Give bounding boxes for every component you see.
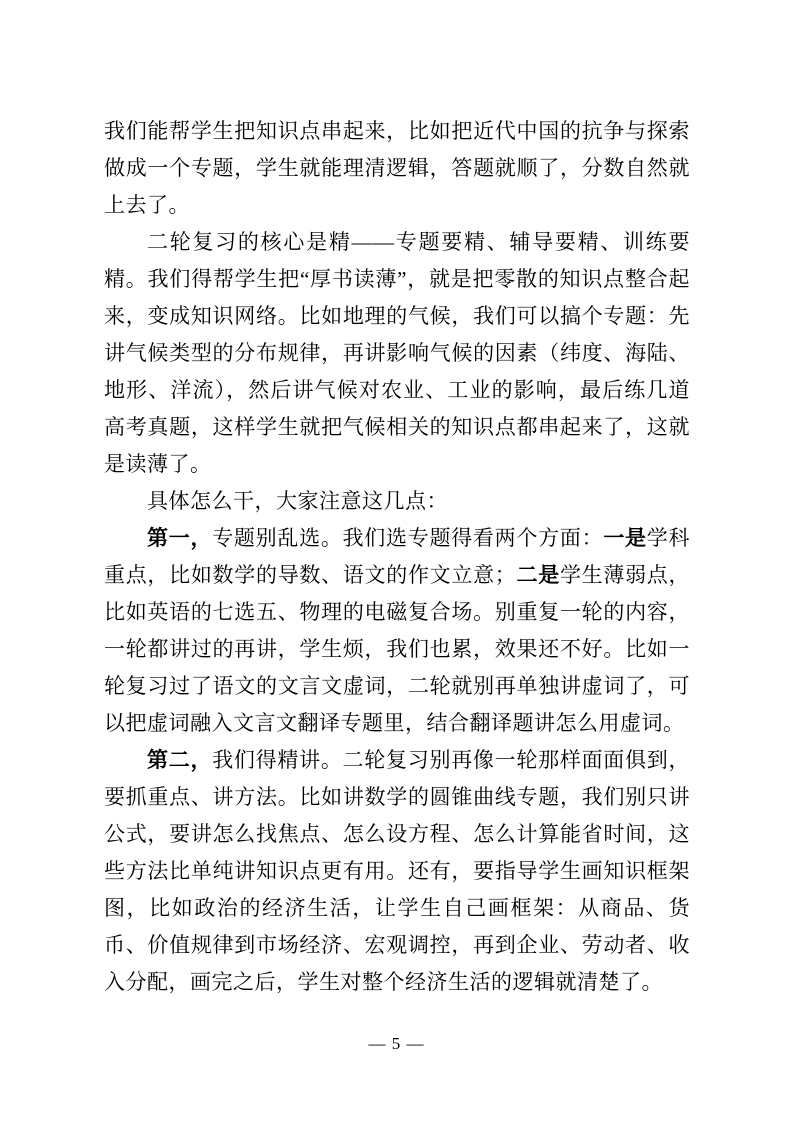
paragraph-lead-emphasis: 第一， <box>147 526 213 550</box>
document-body <box>104 113 690 1001</box>
paragraph-lead-emphasis: 第二， <box>147 748 213 772</box>
paragraph <box>104 224 690 483</box>
paragraph-text: 我们能帮学生把知识点串起来，比如把近代中国的抗争与探索做成一个专题，学生就能理清逻辑，答题就顺了，分数自然就上去了。 <box>104 119 690 217</box>
paragraph-text: 我们得精讲。二轮复习别再像一轮那样面面俱到，要抓重点、讲方法。比如讲数学的圆锥曲线专题，我们别只讲公式，要讲怎么找焦点、怎么设方程、怎么计算能省时间，这些方法比单纯讲知识点更有用。还有，要指导学生画知识框架图，比如政治的经济生活，让学生自己画框架：从商品、货币、价值规律到市场经济、宏观调控，再到企业、劳动者、收入分配，画完之后，学生对整个经济生活的逻辑就清楚了。 <box>104 748 690 994</box>
paragraph <box>104 742 690 1001</box>
paragraph-text: 学生薄弱点，比如英语的七选五、物理的电磁复合场。别重复一轮的内容，一轮都讲过的再讲，学生烦，我们也累，效果还不好。比如一轮复习过了语文的文言文虚词，二轮就别再单独讲虚词了，可以把虚词融入文言文翻译专题里，结合翻译题讲怎么用虚词。 <box>104 563 691 735</box>
paragraph-text: 二轮复习的核心是精——专题要精、辅导要精、训练要精。我们得帮学生把“厚书读薄”，就是把零散的知识点整合起来，变成知识网络。比如地理的气候，我们可以搞个专题：先讲气候类型的分布规律，再讲影响气候的因素（纬度、海陆、地形、洋流），然后讲气候对农业、工业的影响，最后练几道高考真题，这样学生就把气候相关的知识点都串起来了，这就是读薄了。 <box>104 230 690 476</box>
emphasis-text: 一是 <box>603 526 647 550</box>
page-number: — 5 — <box>368 1034 425 1053</box>
paragraph-text: 学科重点，比如数学的导数、语文的作文立意； <box>104 526 691 587</box>
paragraph-text: 专题别乱选。我们选专题得看两个方面： <box>212 526 604 550</box>
paragraph <box>104 113 690 224</box>
emphasis-text: 二是 <box>516 563 560 587</box>
paragraph-text: 具体怎么干，大家注意这几点： <box>147 489 448 513</box>
page-footer <box>0 1034 793 1054</box>
paragraph <box>104 520 690 742</box>
paragraph <box>104 483 690 520</box>
